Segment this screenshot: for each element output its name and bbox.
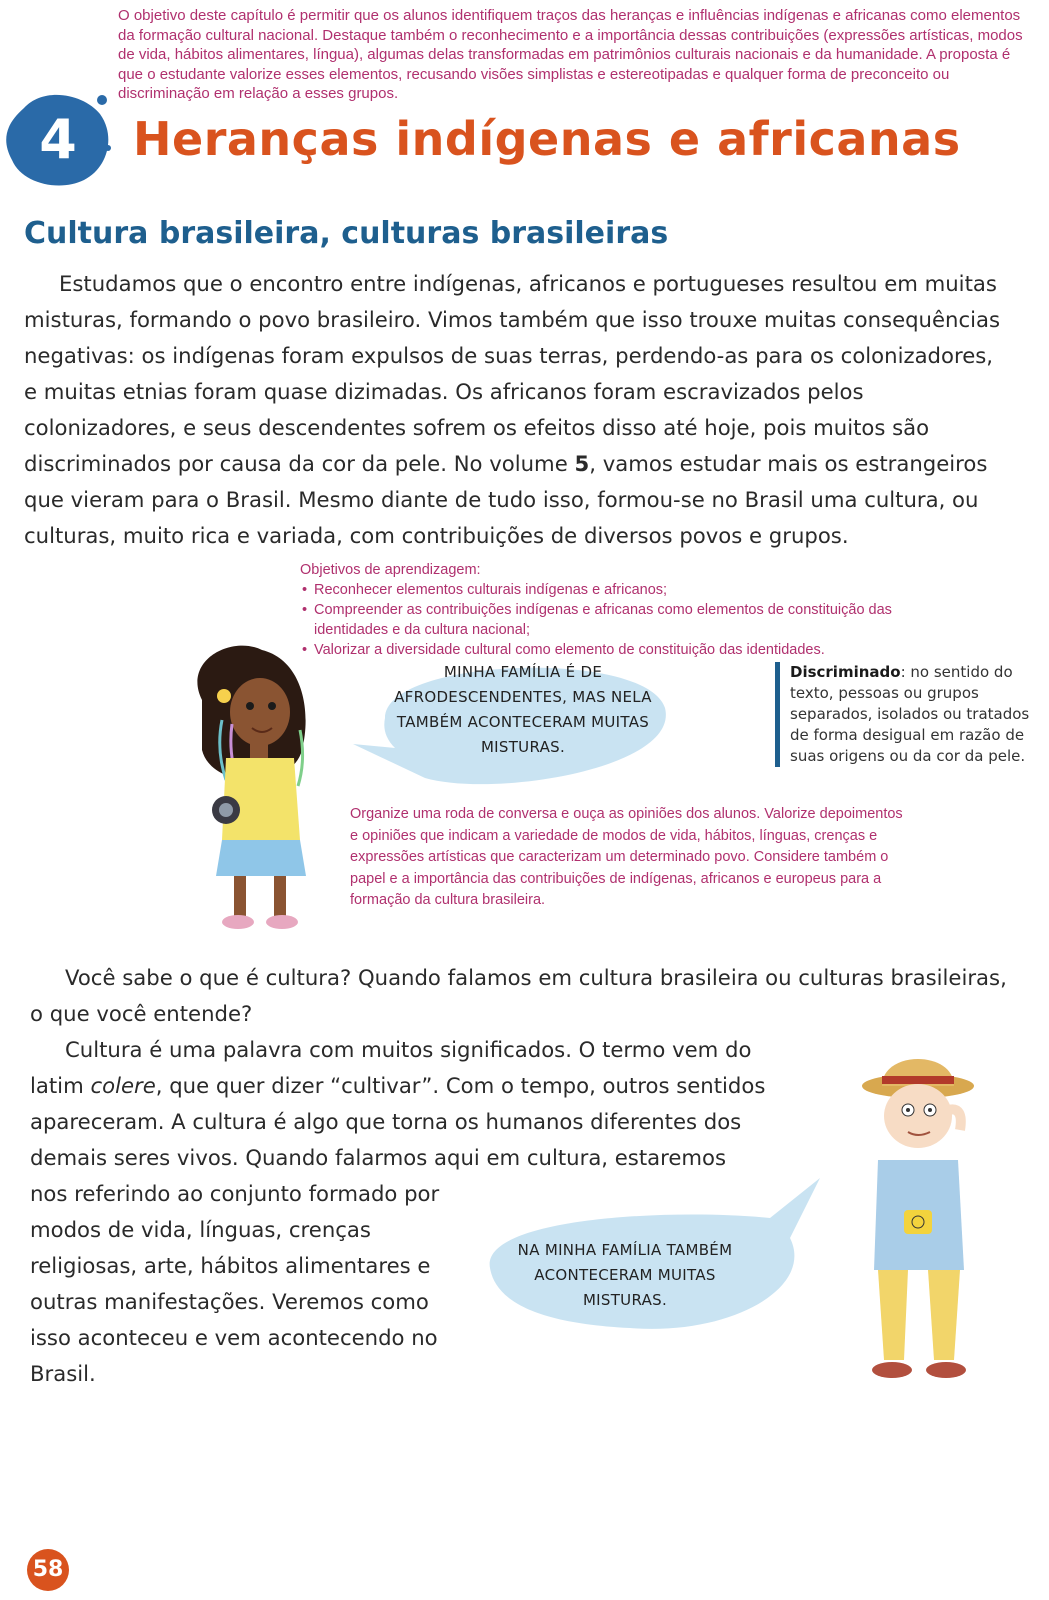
section-title: Cultura brasileira, culturas brasileiras <box>24 216 669 251</box>
boy-illustration <box>848 1040 998 1390</box>
teacher-note-top: O objetivo deste capítulo é permitir que os alunos identifiquem traços das heranças e influências indígenas e africanas como elementos da formação cultural nacional. Destaque também o reconhecimento e a importância dessas contribuições (expressões artísticas, modos de vida, hábitos alimentares, língua), algumas delas transformadas em patrimônios culturais nacionais e da humanidade. A proposta é que o estudante valorize esses elementos, recusando visões simplistas e estereotipadas e qualquer forma de preconceito ou discriminação em relação a esses grupos. <box>118 7 1023 102</box>
teacher-note-mid: Organize uma roda de conversa e ouça as opiniões dos alunos. Valorize depoimentos e opiniões que indicam a variedade de modos de vida, hábitos, línguas, crenças e expressões artísticas que caracterizam um determinado povo. Considere também o papel e a importância das contribuições de indígenas, africanos e europeus para a formação da cultura brasileira. <box>350 806 903 908</box>
paragraph-culture-part1: Cultura é uma palavra com muitos significados. O termo vem do latim <box>30 1037 752 1098</box>
glossary-definition: : no sentido do texto, pessoas ou grupos separados, isolados ou tratados de forma desigual em razão de suas origens ou da cor da pele. <box>790 663 1030 765</box>
speech-bubble-girl-text: MINHA FAMÍLIA É DE AFRODESCENDENTES, MAS NELA TAMBÉM ACONTECERAM MUITAS MISTURAS. <box>394 663 652 756</box>
objective-item: • Valorizar a diversidade cultural como elemento de constituição das identidades. <box>300 640 940 660</box>
paragraph-intro <box>24 266 1009 554</box>
chapter-title: Heranças indígenas e africanas <box>133 112 961 166</box>
volume-number: 5 <box>574 451 590 476</box>
paragraph-culture-part2: , que quer dizer “cultivar”. Com o tempo, outros sentidos apareceram. A cultura é algo que torna os humanos diferentes dos demais seres vivos. Quando falarmos aqui em cultura, estaremos <box>30 1073 766 1170</box>
learning-objectives <box>300 560 940 660</box>
glossary-term: Discriminado <box>790 663 901 681</box>
chapter-number: 4 <box>39 108 77 171</box>
glossary-box <box>775 662 1030 767</box>
speech-bubble-boy-text: NA MINHA FAMÍLIA TAMBÉM ACONTECERAM MUITAS MISTURAS. <box>517 1241 733 1309</box>
latin-term: colere <box>90 1073 156 1098</box>
page-number: 58 <box>32 1557 64 1582</box>
paragraph-intro-part1: Estudamos que o encontro entre indígenas, africanos e portugueses resultou em muitas misturas, formando o povo brasileiro. Vimos também que isso trouxe muitas consequências negativas: os indígenas foram expulsos de suas terras, perdendo-as para os colonizadores, e muitas etnias foram quase dizimadas. Os africanos foram escravizados pelos colonizadores, e seus descendentes sofrem os efeitos disso até hoje, pois muitos são discriminados por causa da cor da pele. No volume <box>24 271 1001 476</box>
paragraph-culture-part3: nos referindo ao conjunto formado por modos de vida, línguas, crenças religiosas, arte, hábitos alimentares e outras manifestações. Veremos como isso aconteceu e vem acontecendo no Brasil. <box>30 1181 440 1386</box>
objective-item: • Compreender as contribuições indígenas e africanas como elementos de constituição das identidades e da cultura nacional; <box>300 600 940 640</box>
paragraph-intro-part2: , vamos estudar mais os estrangeiros que vieram para o Brasil. Mesmo diante de tudo isso, formou-se no Brasil uma cultura, ou culturas, muito rica e variada, com contribuições de diversos povos e grupos. <box>24 451 988 548</box>
paragraph-question: Você sabe o que é cultura? Quando falamos em cultura brasileira ou culturas brasileiras, o que você entende? <box>30 965 1007 1026</box>
girl-illustration <box>182 640 322 940</box>
objective-item: • Reconhecer elementos culturais indígenas e africanos; <box>300 580 940 600</box>
objectives-heading: Objetivos de aprendizagem: <box>300 562 481 578</box>
